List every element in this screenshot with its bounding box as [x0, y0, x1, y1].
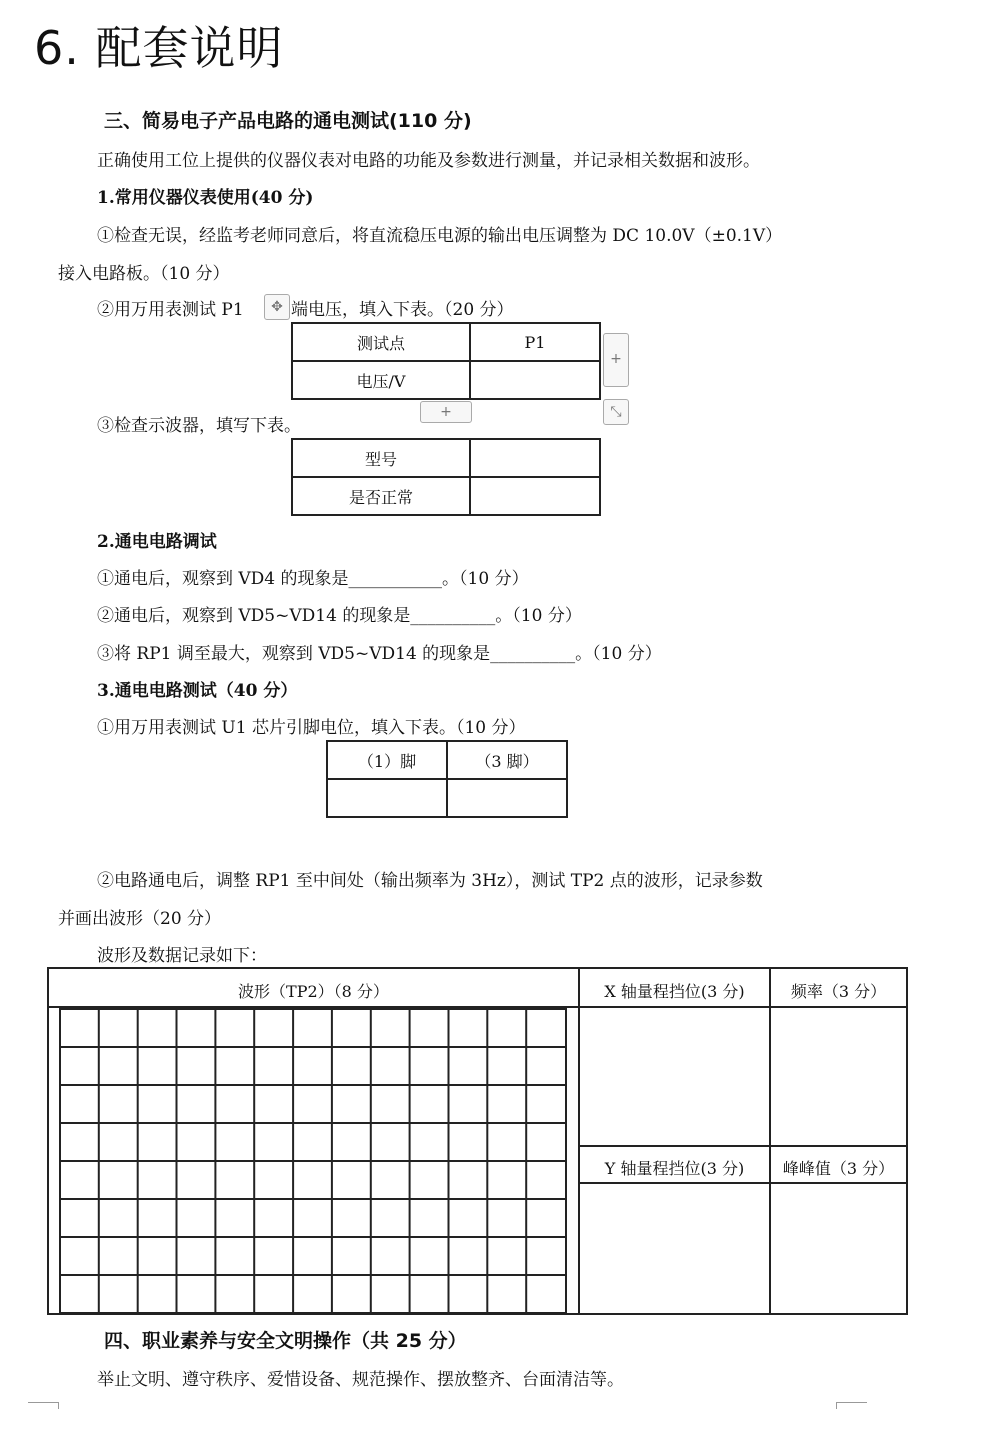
- part2-item2: ②通电后，观察到 VD5~VD14 的现象是__________。（10 分）: [97, 606, 582, 626]
- part3-item2-line2: 并画出波形（20 分）: [58, 909, 222, 929]
- table2-value-normal[interactable]: [470, 477, 600, 515]
- record-label: 波形及数据记录如下：: [97, 946, 267, 966]
- part2-heading: 2.通电电路调试: [97, 532, 217, 552]
- part3-item1: ①用万用表测试 U1 芯片引脚电位，填入下表。（10 分）: [97, 718, 526, 738]
- pin-voltage-table: [326, 740, 568, 818]
- section4-text: 举止文明、遵守秩序、爱惜设备、规范操作、摆放整齐、台面清洁等。: [97, 1370, 624, 1390]
- table1-header-p1: P1: [470, 323, 600, 361]
- table3-header-pin1: （1）脚: [327, 741, 447, 779]
- waveform-table: [47, 967, 908, 1315]
- part3-item2-line1: ②电路通电后，调整 RP1 至中间处（输出频率为 3Hz），测试 TP2 点的波形，记录参数: [97, 871, 763, 891]
- table1-value-voltage[interactable]: [470, 361, 600, 399]
- wave-header: 波形（TP2）（8 分）: [238, 982, 389, 1001]
- table3-header-pin3: （3 脚）: [447, 741, 567, 779]
- table1-header-testpoint: 测试点: [292, 323, 470, 361]
- x-range-header: X 轴量程挡位(3 分): [604, 982, 745, 1001]
- waveform-grid[interactable]: [59, 1008, 567, 1315]
- table1-label-voltage: 电压/V: [292, 361, 470, 399]
- peak-to-peak-header: 峰峰值（3 分）: [782, 1159, 895, 1178]
- frequency-header: 频率（3 分）: [790, 982, 887, 1001]
- peak-to-peak-cell[interactable]: [771, 1184, 906, 1313]
- part1-item2-b: 端电压，填入下表。（20 分）: [291, 300, 514, 320]
- table2-value-model[interactable]: [470, 439, 600, 477]
- part3-heading: 3.通电电路测试（40 分）: [97, 681, 298, 701]
- add-row-icon[interactable]: +: [420, 401, 472, 423]
- part2-item1: ①通电后，观察到 VD4 的现象是___________。（10 分）: [97, 569, 529, 589]
- section4-title: 四、职业素养与安全文明操作（共 25 分）: [104, 1330, 467, 1352]
- table2-label-model: 型号: [292, 439, 470, 477]
- section3-title: 三、简易电子产品电路的通电测试(110 分): [104, 110, 472, 132]
- table-move-handle-icon[interactable]: ✥: [264, 294, 290, 320]
- part1-item2-a: ②用万用表测试 P1: [97, 300, 244, 320]
- y-range-cell[interactable]: [580, 1184, 769, 1313]
- x-range-cell[interactable]: [580, 1008, 769, 1145]
- table-resize-icon[interactable]: ⤡: [603, 399, 629, 425]
- voltage-table: [291, 322, 601, 400]
- page-title: 6. 配套说明: [34, 21, 284, 75]
- part1-item1-line1: ①检查无误，经监考老师同意后，将直流稳压电源的输出电压调整为 DC 10.0V（±0.1V）: [97, 226, 783, 246]
- part1-heading: 1.常用仪器仪表使用(40 分): [97, 188, 314, 208]
- oscilloscope-table: [291, 438, 601, 516]
- page-corner-mark-left: [28, 1402, 59, 1409]
- section3-intro: 正确使用工位上提供的仪器仪表对电路的功能及参数进行测量，并记录相关数据和波形。: [97, 151, 760, 171]
- table3-value-pin1[interactable]: [327, 779, 447, 817]
- y-range-header: Y 轴量程挡位(3 分): [604, 1159, 745, 1178]
- add-column-icon[interactable]: +: [603, 333, 629, 387]
- part1-item1-line2: 接入电路板。（10 分）: [58, 264, 230, 284]
- frequency-cell[interactable]: [771, 1008, 906, 1145]
- table2-label-normal: 是否正常: [292, 477, 470, 515]
- page-corner-mark-right: [836, 1402, 867, 1409]
- part2-item3: ③将 RP1 调至最大，观察到 VD5~VD14 的现象是__________。（10 分）: [97, 644, 662, 664]
- part1-item3: ③检查示波器，填写下表。: [97, 416, 301, 436]
- table3-value-pin3[interactable]: [447, 779, 567, 817]
